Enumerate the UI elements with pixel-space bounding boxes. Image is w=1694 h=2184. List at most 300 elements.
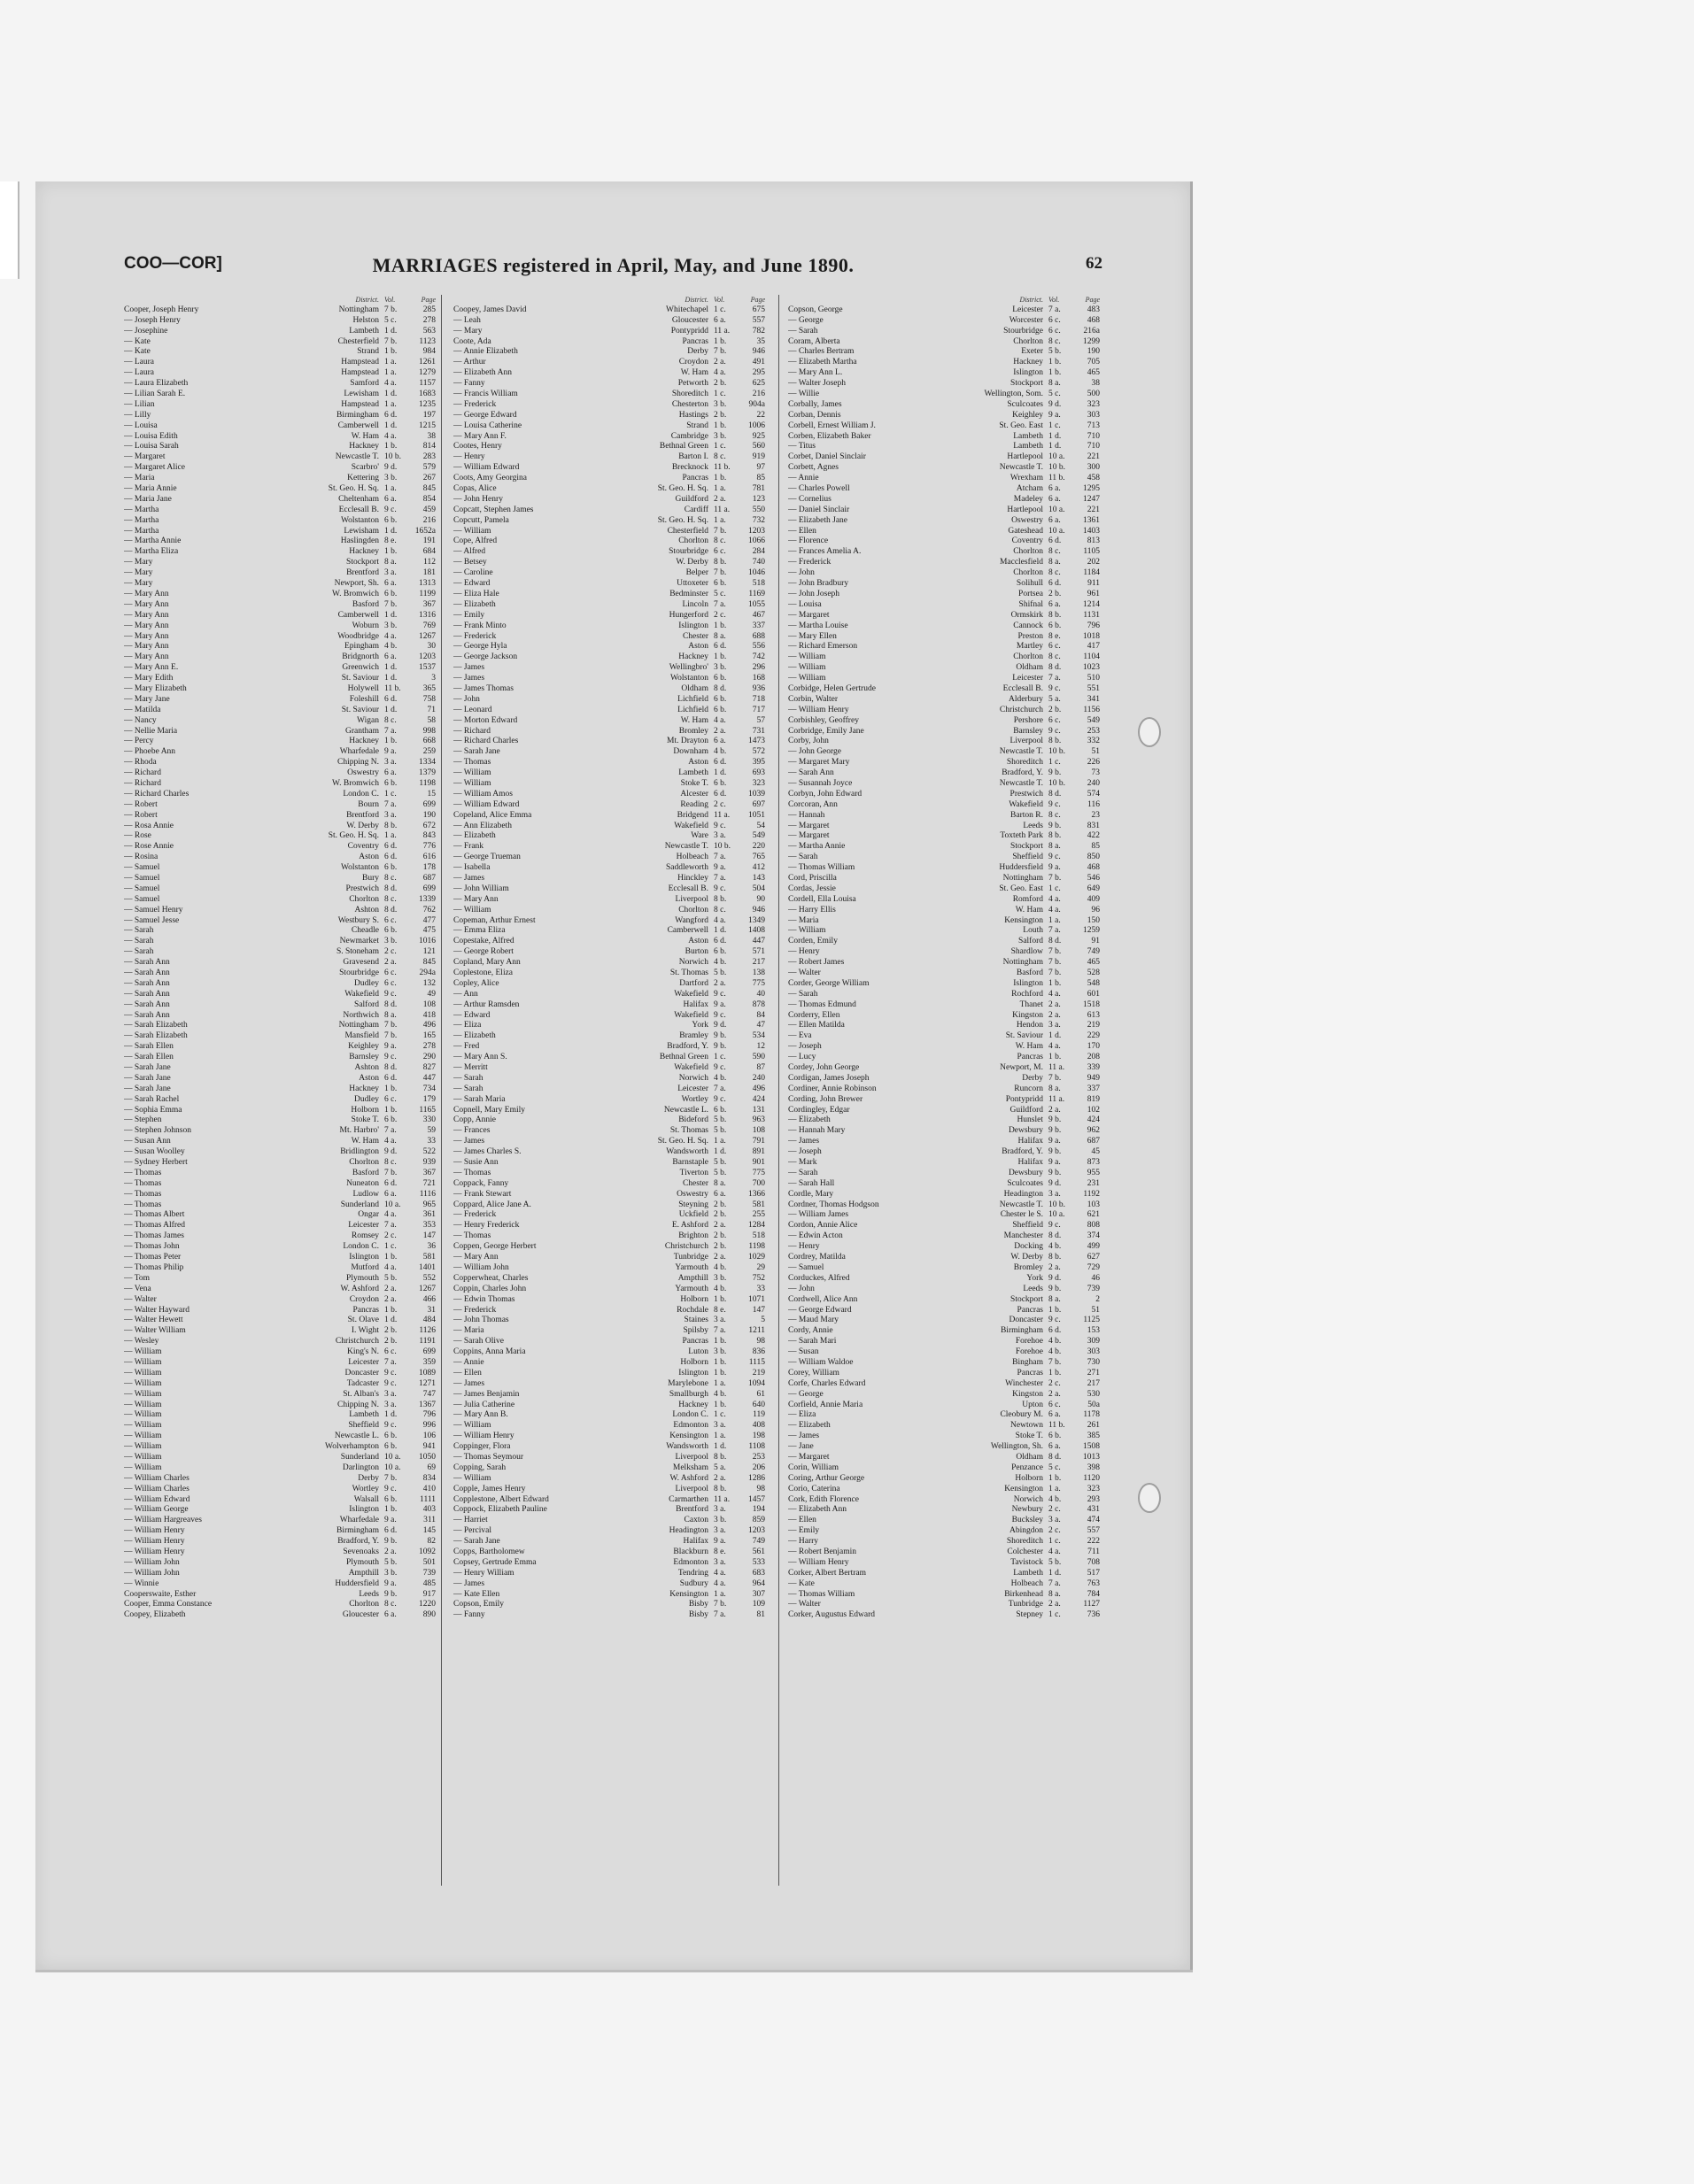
- entry-district: Downham: [673, 747, 708, 757]
- entry-page: 1178: [1083, 1410, 1100, 1420]
- entry-volume: 6 d.: [384, 410, 398, 420]
- entry-district: Wolstanton: [340, 863, 379, 873]
- entry-name: Cooper, Emma Constance: [124, 1600, 213, 1609]
- register-entry: [124, 1401, 436, 1411]
- entry-name: — Sarah: [788, 326, 818, 336]
- entry-volume: 4 b.: [714, 1073, 727, 1083]
- entry-volume: 8 c.: [1048, 810, 1061, 820]
- entry-district: Tadcaster: [346, 1378, 379, 1388]
- entry-volume: 1 b.: [714, 1400, 727, 1409]
- register-entry: [453, 442, 765, 452]
- register-entry: [124, 379, 436, 390]
- entry-name: Cordey, John George: [788, 1063, 860, 1073]
- entry-volume: 2 a.: [1048, 1262, 1061, 1272]
- register-entry: [124, 452, 436, 463]
- entry-page: 675: [752, 305, 765, 314]
- entry-page: 145: [422, 1526, 436, 1536]
- entry-page: 278: [422, 315, 436, 325]
- entry-name: — William John: [124, 1568, 180, 1578]
- register-entry: [124, 305, 436, 316]
- entry-volume: 1 b.: [384, 442, 398, 451]
- register-entry: [453, 1347, 765, 1358]
- register-entry: [453, 874, 765, 884]
- entry-volume: 4 a.: [1048, 1042, 1061, 1052]
- entry-page: 782: [752, 326, 765, 336]
- entry-name: — Margaret: [788, 610, 830, 620]
- entry-page: 1116: [419, 1189, 436, 1199]
- entry-district: Barnsley: [1013, 726, 1043, 736]
- entry-name: Cordas, Jessie: [788, 884, 836, 893]
- entry-volume: 4 a.: [714, 368, 726, 378]
- entry-page: 557: [752, 315, 765, 325]
- entry-district: Kensington: [669, 1589, 708, 1599]
- register-entry: [453, 1495, 765, 1506]
- entry-name: — Mary Ellen: [788, 631, 837, 641]
- entry-district: St. Geo. H. Sq.: [328, 484, 379, 494]
- entry-page: 548: [1087, 978, 1100, 988]
- entry-page: 1018: [1083, 631, 1100, 641]
- entry-name: — William John: [124, 1557, 180, 1567]
- entry-page: 96: [1091, 905, 1100, 915]
- entry-name: — Sarah Ann: [124, 978, 170, 988]
- entry-district: Stourbridge: [339, 969, 379, 977]
- entry-page: 504: [752, 884, 765, 893]
- register-entry: [453, 1000, 765, 1011]
- entry-volume: 9 c.: [1048, 1316, 1061, 1325]
- entry-name: Corbidge, Helen Gertrude: [788, 683, 876, 693]
- entry-volume: 8 d.: [1048, 1452, 1062, 1462]
- entry-district: Wakefield: [674, 1063, 708, 1073]
- register-entry: [124, 811, 436, 822]
- entry-volume: 8 b.: [1048, 610, 1062, 620]
- entry-volume: 7 b.: [384, 599, 398, 609]
- entry-volume: 5 b.: [714, 969, 727, 977]
- entry-name: — Mary Ann B.: [453, 1410, 508, 1420]
- entry-volume: 9 b.: [384, 1589, 398, 1599]
- entry-volume: 2 a.: [714, 1221, 726, 1231]
- entry-district: Marylebone: [668, 1378, 708, 1388]
- entry-name: — Robert: [124, 799, 158, 809]
- entry-volume: 4 a.: [1048, 1547, 1061, 1556]
- register-entry: [788, 1210, 1100, 1221]
- entry-district: Hinckley: [677, 873, 708, 883]
- entry-district: Bradford, Y.: [1002, 1147, 1043, 1157]
- entry-district: Toxteth Park: [1000, 831, 1043, 841]
- entry-name: — Samuel: [788, 1262, 824, 1272]
- entry-district: St. Geo. H. Sq.: [657, 515, 708, 525]
- entry-volume: 5 b.: [714, 1168, 727, 1177]
- register-entry: [453, 600, 765, 611]
- entry-district: Caxton: [684, 1516, 708, 1525]
- entry-district: Hackney: [349, 737, 379, 746]
- entry-district: Leicester: [677, 1084, 708, 1093]
- entry-district: Shardlow: [1010, 947, 1043, 957]
- entry-district: Kingston: [1012, 1010, 1043, 1020]
- register-entry: [453, 536, 765, 547]
- entry-page: 904a: [748, 399, 765, 409]
- entry-district: Hampstead: [341, 399, 379, 409]
- entry-name: — Arthur Ramsden: [453, 999, 520, 1009]
- entry-page: 1261: [419, 358, 436, 367]
- entry-page: 108: [422, 999, 436, 1009]
- entry-page: 784: [1087, 1589, 1100, 1599]
- register-entry: [788, 1306, 1100, 1316]
- entry-page: 367: [422, 599, 436, 609]
- register-entry: [788, 811, 1100, 822]
- entry-page: 831: [1087, 821, 1100, 830]
- entry-volume: 6 a.: [384, 494, 397, 504]
- entry-name: Coppen, George Herbert: [453, 1242, 537, 1252]
- entry-page: 955: [1087, 1168, 1100, 1177]
- entry-page: 1023: [1083, 663, 1100, 673]
- register-entry: [453, 316, 765, 327]
- entry-page: 217: [1087, 1378, 1100, 1388]
- entry-page: 936: [752, 683, 765, 693]
- entry-name: — William: [124, 1410, 162, 1420]
- entry-district: Birmingham: [336, 410, 379, 420]
- entry-name: — Frederick: [453, 399, 497, 409]
- entry-volume: 9 c.: [714, 884, 726, 893]
- entry-district: Chester: [682, 631, 708, 641]
- entry-page: 813: [1087, 536, 1100, 546]
- register-entry: [124, 1231, 436, 1242]
- entry-name: — Mark: [788, 1158, 817, 1168]
- entry-volume: 6 b.: [384, 1494, 398, 1504]
- entry-volume: 8 b.: [1048, 1253, 1062, 1262]
- entry-page: 284: [752, 547, 765, 557]
- entry-name: — Henry: [453, 452, 485, 462]
- entry-volume: 2 b.: [714, 379, 727, 389]
- entry-volume: 5 c.: [714, 589, 726, 598]
- entry-page: 533: [752, 1557, 765, 1567]
- register-entry: [788, 695, 1100, 706]
- entry-name: — Martha: [124, 526, 159, 536]
- entry-name: — Margaret: [788, 821, 830, 830]
- register-entry: [124, 547, 436, 558]
- entry-volume: 8 c.: [384, 873, 397, 883]
- entry-district: Camberwell: [337, 421, 379, 430]
- entry-district: Stockport: [346, 558, 379, 567]
- entry-district: Wellington, Sh.: [990, 1442, 1043, 1452]
- scan-edge: [0, 181, 19, 279]
- entry-page: 87: [756, 1063, 765, 1073]
- entry-name: — George: [788, 1389, 824, 1399]
- entry-name: — George: [788, 315, 824, 325]
- entry-volume: 9 a.: [714, 863, 726, 873]
- entry-volume: 8 d.: [1048, 789, 1062, 799]
- entry-page: 323: [752, 778, 765, 788]
- entry-page: 466: [422, 1294, 436, 1304]
- register-entry: [124, 1505, 436, 1516]
- register-entry: [788, 527, 1100, 537]
- entry-page: 261: [1087, 1421, 1100, 1431]
- entry-name: — Frank Minto: [453, 621, 507, 630]
- register-entry: [788, 495, 1100, 505]
- entry-name: Corfe, Charles Edward: [788, 1378, 866, 1388]
- entry-name: — William Charles: [124, 1473, 190, 1483]
- entry-district: Abingdon: [1009, 1526, 1043, 1536]
- register-entry: [453, 811, 765, 822]
- entry-name: — Margaret Alice: [124, 463, 185, 473]
- entry-district: Louth: [1023, 926, 1043, 936]
- entry-volume: 2 a.: [384, 1294, 397, 1304]
- register-entry: [124, 590, 436, 600]
- entry-page: 424: [752, 1094, 765, 1104]
- entry-page: 194: [752, 1505, 765, 1515]
- entry-district: Rochford: [1011, 989, 1043, 999]
- entry-name: — Ann: [453, 989, 478, 999]
- register-entry: [124, 390, 436, 400]
- entry-volume: 6 a.: [384, 1189, 397, 1199]
- register-entry: [453, 947, 765, 958]
- register-entry: [124, 1137, 436, 1147]
- entry-volume: 4 a.: [1048, 894, 1061, 904]
- entry-volume: 7 a.: [714, 1326, 726, 1336]
- entry-page: 465: [1087, 368, 1100, 378]
- entry-page: 496: [752, 1084, 765, 1093]
- entry-page: 412: [752, 863, 765, 873]
- entry-page: 814: [422, 442, 436, 451]
- entry-name: Copp, Annie: [453, 1115, 497, 1125]
- entry-volume: 8 a.: [1048, 1294, 1061, 1304]
- entry-page: 1029: [748, 1253, 765, 1262]
- register-entry: [453, 568, 765, 579]
- entry-page: 616: [422, 853, 436, 862]
- entry-page: 353: [422, 1221, 436, 1231]
- entry-name: — Maria Jane: [124, 494, 172, 504]
- entry-name: — Ellen: [788, 526, 816, 536]
- entry-volume: 2 a.: [714, 1253, 726, 1262]
- entry-volume: 1 b.: [1048, 368, 1062, 378]
- entry-page: 1652a: [414, 526, 436, 536]
- register-entry: [788, 853, 1100, 863]
- entry-volume: 4 b.: [714, 1262, 727, 1272]
- entry-district: Exeter: [1021, 347, 1043, 357]
- entry-name: — Sarah: [124, 937, 154, 946]
- entry-page: 112: [423, 558, 436, 567]
- entry-district: Staines: [684, 1316, 708, 1325]
- entry-name: — William Henry: [124, 1547, 185, 1556]
- entry-name: — Susan: [788, 1347, 819, 1357]
- entry-district: Barnsley: [349, 1053, 379, 1062]
- entry-volume: 10 a.: [384, 1462, 401, 1472]
- register-entry: [124, 484, 436, 495]
- register-entry: [124, 842, 436, 853]
- entry-name: Corin, William: [788, 1462, 839, 1472]
- register-entry: [453, 906, 765, 916]
- entry-name: — William: [124, 1347, 162, 1357]
- entry-volume: 1 d.: [384, 526, 398, 536]
- entry-district: Stoke T.: [1015, 1432, 1043, 1441]
- entry-volume: 10 a.: [1048, 452, 1065, 462]
- entry-name: — Frances: [453, 1126, 491, 1136]
- entry-page: 477: [422, 915, 436, 925]
- entry-name: — Daniel Sinclair: [788, 505, 850, 514]
- entry-page: 925: [752, 431, 765, 441]
- entry-volume: 10 b.: [384, 452, 401, 462]
- entry-volume: 1 d.: [1048, 442, 1062, 451]
- entry-district: W. Ham: [680, 368, 708, 378]
- register-entry: [124, 463, 436, 474]
- entry-page: 23: [1091, 810, 1100, 820]
- entry-volume: 9 d.: [1048, 399, 1062, 409]
- entry-name: — Elizabeth: [788, 1421, 831, 1431]
- entry-district: Wharfedale: [339, 747, 379, 757]
- register-entry: [124, 958, 436, 969]
- entry-district: Hartlepool: [1007, 452, 1043, 462]
- entry-volume: 6 c.: [384, 978, 397, 988]
- entry-page: 1284: [748, 1221, 765, 1231]
- entry-name: Copcutt, Pamela: [453, 515, 509, 525]
- entry-page: 1473: [748, 737, 765, 746]
- entry-volume: 1 a.: [714, 1432, 726, 1441]
- entry-volume: 9 a.: [384, 1042, 397, 1052]
- entry-name: Cord, Priscilla: [788, 873, 837, 883]
- entry-name: — Charles Powell: [788, 484, 850, 494]
- register-entry: [124, 1579, 436, 1590]
- entry-page: 1156: [1083, 705, 1100, 714]
- register-entry: [453, 379, 765, 390]
- entry-district: Uttoxeter: [677, 579, 708, 589]
- entry-page: 1403: [1083, 526, 1100, 536]
- register-entry: [453, 1115, 765, 1126]
- entry-volume: 6 a.: [1048, 1442, 1061, 1452]
- entry-district: Kensington: [669, 1432, 708, 1441]
- entry-district: W. Ham: [351, 431, 379, 441]
- entry-name: — Sarah: [453, 1073, 483, 1083]
- entry-district: Brentford: [676, 1505, 708, 1515]
- entry-volume: 9 b.: [384, 1537, 398, 1547]
- entry-volume: 9 b.: [1048, 1168, 1062, 1177]
- entry-district: Liverpool: [675, 1452, 708, 1462]
- register-entry: [788, 442, 1100, 452]
- entry-district: Northwich: [343, 1010, 379, 1020]
- entry-district: Dewsbury: [1008, 1168, 1043, 1177]
- register-entry: [124, 831, 436, 842]
- entry-name: — Alfred: [453, 547, 486, 557]
- entry-page: 808: [1087, 1221, 1100, 1231]
- entry-volume: 6 d.: [1048, 579, 1062, 589]
- entry-name: — Annie Elizabeth: [453, 347, 518, 357]
- entry-page: 549: [1087, 715, 1100, 725]
- entry-volume: 8 b.: [1048, 831, 1062, 841]
- entry-volume: 4 a.: [714, 915, 726, 925]
- entry-page: 15: [427, 789, 436, 799]
- register-entry: [453, 1432, 765, 1442]
- register-entry: [124, 474, 436, 484]
- entry-volume: 1 d.: [384, 674, 398, 683]
- entry-page: 147: [752, 1305, 765, 1315]
- entry-volume: 3 b.: [714, 399, 727, 409]
- entry-name: — James: [453, 1578, 485, 1588]
- entry-district: Gloucester: [671, 315, 708, 325]
- entry-page: 836: [752, 1347, 765, 1357]
- entry-volume: 9 c.: [384, 505, 397, 514]
- entry-name: — William: [124, 1442, 162, 1452]
- entry-name: — Ann Elizabeth: [453, 821, 512, 830]
- entry-district: Stourbridge: [669, 547, 708, 557]
- entry-district: Cheadle: [351, 926, 379, 936]
- entry-page: 557: [1087, 1526, 1100, 1536]
- entry-volume: 6 b.: [714, 947, 727, 957]
- register-entry: [453, 621, 765, 632]
- entry-page: 341: [1087, 694, 1100, 704]
- entry-page: 534: [752, 1031, 765, 1041]
- entry-name: — George Jackson: [453, 652, 518, 662]
- entry-volume: 7 b.: [714, 568, 727, 578]
- entry-name: Cooper, Joseph Henry: [124, 305, 199, 314]
- register-entry: [788, 1074, 1100, 1084]
- entry-name: Corey, William: [788, 1368, 839, 1378]
- entry-district: Edmonton: [673, 1421, 708, 1431]
- register-entry: [788, 1369, 1100, 1379]
- register-entry: [788, 1042, 1100, 1053]
- entry-volume: 2 a.: [1048, 1010, 1061, 1020]
- entry-district: Islington: [349, 1253, 379, 1262]
- register-entry: [788, 558, 1100, 568]
- entry-name: — Samuel: [124, 863, 160, 873]
- entry-page: 240: [1087, 778, 1100, 788]
- entry-district: St. Geo. H. Sq.: [657, 1137, 708, 1146]
- register-entry: [124, 695, 436, 706]
- entry-district: Ashton: [354, 905, 379, 915]
- entry-district: Solihull: [1016, 579, 1043, 589]
- entry-volume: 1 b.: [714, 1337, 727, 1347]
- entry-district: Cleobury M.: [1000, 1410, 1043, 1420]
- entry-name: — Morton Edward: [453, 715, 518, 725]
- register-entry: [788, 1021, 1100, 1031]
- entry-volume: 6 b.: [714, 778, 727, 788]
- register-entry: [124, 947, 436, 958]
- entry-district: Ludlow: [352, 1189, 379, 1199]
- entry-district: Coventry: [347, 842, 379, 852]
- entry-volume: 8 c.: [714, 452, 726, 462]
- entry-name: — Margaret: [788, 831, 830, 841]
- entry-name: — Samuel Jesse: [124, 915, 180, 925]
- entry-volume: 1 a.: [384, 399, 397, 409]
- register-entry: [124, 1474, 436, 1485]
- entry-page: 303: [1087, 1347, 1100, 1357]
- entry-name: — Elizabeth: [453, 831, 496, 841]
- entry-district: Holborn: [1015, 1473, 1043, 1483]
- entry-name: Corbridge, Emily Jane: [788, 726, 864, 736]
- entry-name: — Elizabeth Jane: [788, 515, 848, 525]
- register-entry: [453, 969, 765, 979]
- entry-volume: 10 b.: [1048, 463, 1065, 473]
- column-divider: [778, 295, 779, 1886]
- entry-district: Woburn: [352, 621, 379, 630]
- register-entry: [453, 505, 765, 516]
- entry-district: Hendon: [1016, 1021, 1043, 1030]
- entry-district: Halifax: [1017, 1158, 1043, 1168]
- entry-district: Wandsworth: [666, 1442, 708, 1452]
- register-entry: [124, 1600, 436, 1610]
- entry-page: 216: [752, 390, 765, 399]
- entry-district: Chorlton: [1013, 652, 1043, 662]
- entry-volume: 3 a.: [714, 1421, 726, 1431]
- entry-district: Chester: [682, 1178, 708, 1188]
- entry-name: — Mary Ann F.: [453, 431, 507, 441]
- entry-page: 758: [422, 694, 436, 704]
- entry-name: — Walter: [788, 1600, 821, 1609]
- register-entry: [453, 1084, 765, 1095]
- register-entry: [788, 747, 1100, 758]
- entry-page: 1235: [419, 399, 436, 409]
- register-entry: [788, 947, 1100, 958]
- entry-volume: 8 a.: [384, 1010, 397, 1020]
- entry-page: 1111: [420, 1494, 436, 1504]
- register-entry: [453, 958, 765, 969]
